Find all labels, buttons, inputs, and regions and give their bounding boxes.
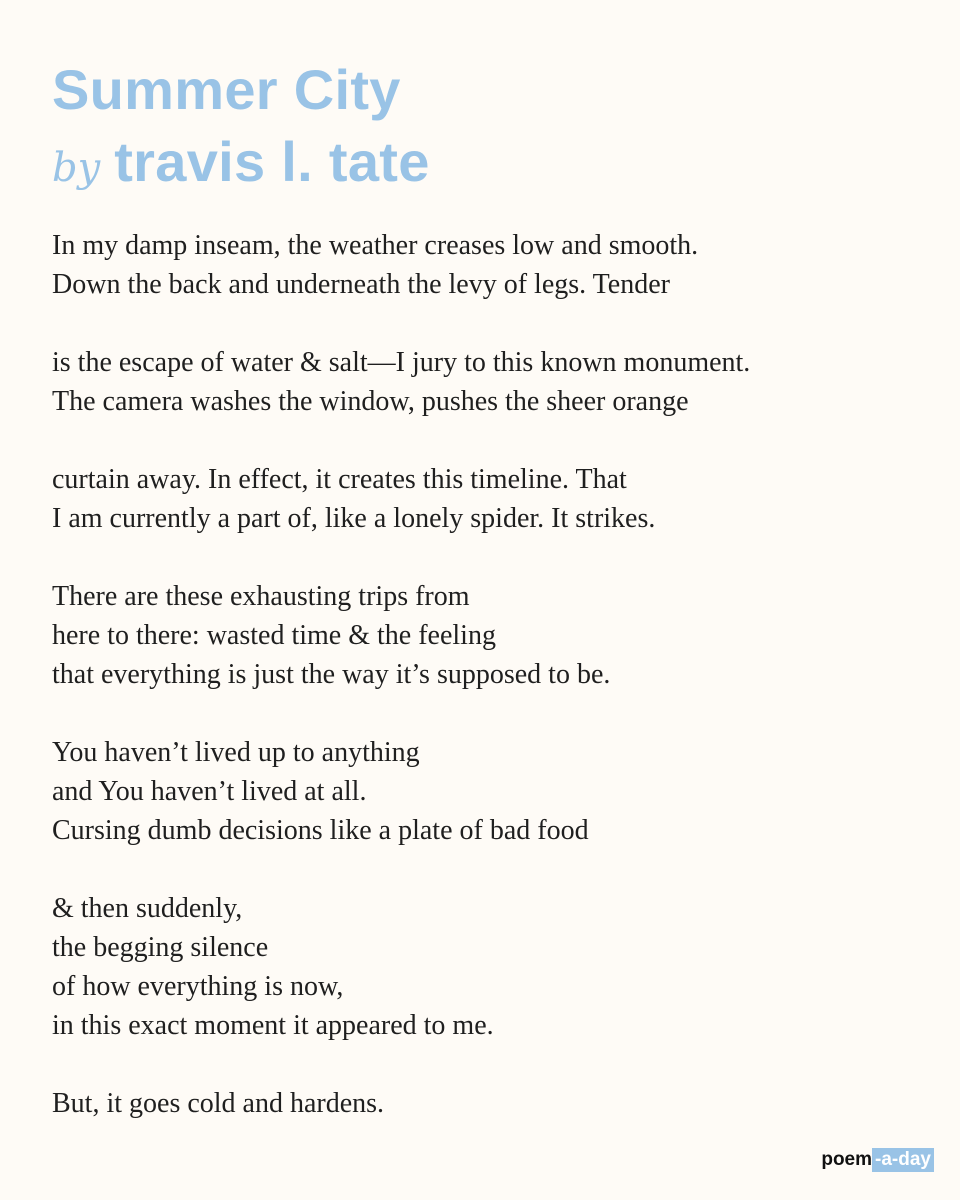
stanza-3 <box>52 460 932 538</box>
poem-line: here to there: wasted time & the feeling <box>52 620 496 651</box>
poem-line: and You haven’t lived at all. <box>52 776 367 807</box>
stanza-2 <box>52 343 932 421</box>
logo-text-a-day: -a-day <box>872 1148 934 1172</box>
poem-line: The camera washes the window, pushes the sheer orange <box>52 386 689 417</box>
poem-line: Cursing dumb decisions like a plate of bad food <box>52 815 589 846</box>
poem-line: In my damp inseam, the weather creases low and smooth. <box>52 230 699 261</box>
by-label: by <box>52 145 101 191</box>
stanza-4 <box>52 577 932 694</box>
stanza-7 <box>52 1084 932 1123</box>
poem-line: But, it goes cold and hardens. <box>52 1088 385 1119</box>
poem-line: is the escape of water & salt—I jury to this known monument. <box>52 347 751 378</box>
poem-line: curtain away. In effect, it creates this timeline. That <box>52 464 627 495</box>
poem-line: Down the back and underneath the levy of legs. Tender <box>52 269 670 300</box>
stanza-1 <box>52 226 932 304</box>
stanza-6 <box>52 889 932 1045</box>
author-name: travis l. tate <box>114 130 430 193</box>
byline <box>52 132 430 207</box>
poem-line: of how everything is now, <box>52 971 344 1002</box>
poem-line: I am currently a part of, like a lonely spider. It strikes. <box>52 503 656 534</box>
poem-line: that everything is just the way it’s supposed to be. <box>52 659 611 690</box>
logo-text-poem: poem <box>821 1149 873 1170</box>
poem-line: & then suddenly, <box>52 893 243 924</box>
poem-line: in this exact moment it appeared to me. <box>52 1010 494 1041</box>
poem-body <box>52 226 932 1162</box>
poem-a-day-logo <box>821 1148 934 1172</box>
title-block <box>52 56 430 207</box>
poem-line: There are these exhausting trips from <box>52 581 470 612</box>
poem-line: the begging silence <box>52 932 269 963</box>
poem-line: You haven’t lived up to anything <box>52 737 420 768</box>
stanza-5 <box>52 733 932 850</box>
poem-title: Summer City <box>52 58 401 121</box>
